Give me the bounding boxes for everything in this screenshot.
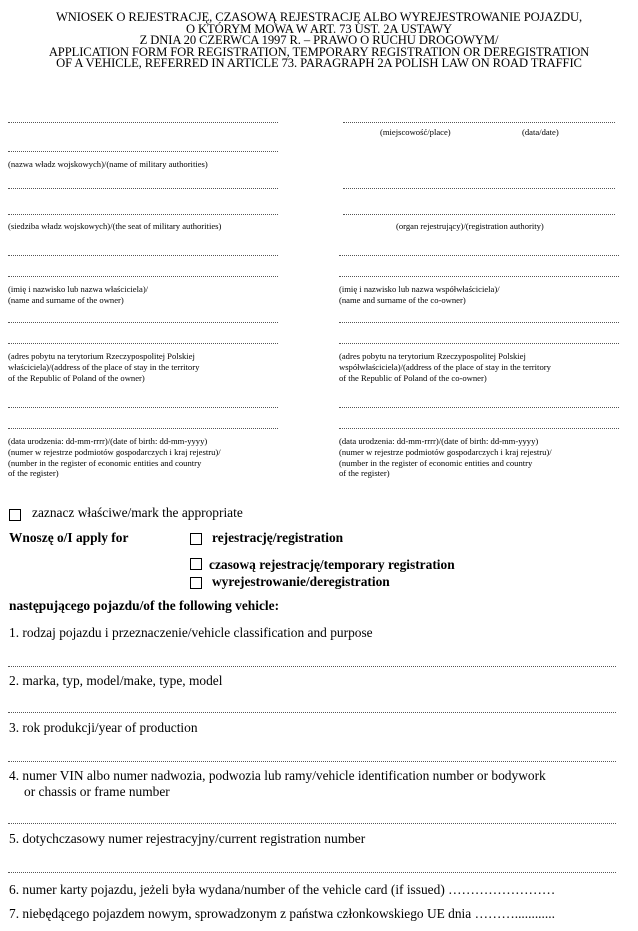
caption-line: of the Republic of Poland of the co-owner) [339,372,487,383]
owner-address-field[interactable] [8,322,278,323]
title-line: WNIOSEK O REJESTRACJĘ, CZASOWĄ REJESTRACJĘ ALBO WYREJESTROWANIE POJAZDU, [55,10,583,24]
place-label: (miejscowość/place) [380,127,451,137]
military-authorities-field[interactable] [8,122,278,123]
owner-address-field[interactable] [8,343,278,344]
coowner-address-field[interactable] [339,343,619,344]
item-import-date: 7. niebędącego pojazdem nowym, sprowadzonym z państwa członkowskiego UE dnia ………............ [9,906,555,921]
registration-authority-label: (organ rejestrujący)/(registration authority) [396,221,544,231]
military-authorities-field[interactable] [8,151,278,152]
item-make-type-model: 2. marka, typ, model/make, type, model [9,673,223,688]
coowner-birth-field[interactable] [339,407,619,408]
title-line: OF A VEHICLE, REFERRED IN ARTICLE 73. PARAGRAPH 2A POLISH LAW ON ROAD TRAFFIC [56,56,582,71]
military-seat-label: (siedziba władz wojskowych)/(the seat of military authorities) [8,221,222,231]
caption-line: (name and surname of the co-owner) [339,294,466,305]
owner-birth-field[interactable] [8,428,278,429]
caption-line: of the register) [339,468,390,479]
item-current-registration-number: 5. dotychczasowy numer rejestracyjny/current registration number [9,831,366,846]
year-of-production-field[interactable] [8,761,616,762]
caption-line: (adres pobytu na terytorium Rzeczypospolitej Polskiej [339,351,526,361]
title-line: APPLICATION FORM FOR REGISTRATION, TEMPORARY REGISTRATION OR DEREGISTRATION [48,44,590,59]
deregistration-option-label[interactable]: wyrejestrowanie/deregistration [212,574,390,589]
owner-birth-label [8,436,221,479]
vin-field[interactable] [8,823,616,824]
caption-line: of the Republic of Poland of the owner) [8,372,145,383]
vehicle-heading: następującego pojazdu/of the following vehicle: [9,598,280,613]
registration-authority-field[interactable] [343,214,615,215]
title-line: O KTÓRYM MOWA W ART. 73 UST. 2A USTAWY [185,21,453,36]
coowner-address-field[interactable] [339,322,619,323]
place-date-field[interactable] [343,122,615,123]
registration-option-label[interactable]: rejestrację/registration [212,530,344,545]
caption-line: (number in the register of economic entities and country [8,457,202,468]
registration-authority-field[interactable] [343,188,615,189]
caption-line: of the register) [8,468,59,479]
coowner-birth-label [339,436,552,479]
caption-line: (numer w rejestrze podmiotów gospodarczych i kraj rejestru)/ [8,446,221,457]
caption-line: (number in the register of economic entities and country [339,457,533,468]
military-seat-field[interactable] [8,188,278,189]
military-seat-field[interactable] [8,214,278,215]
caption-line: (name and surname of the owner) [8,294,124,305]
item-vehicle-card-number: 6. numer karty pojazdu, jeżeli była wydana/number of the vehicle card (if issued) …………………… [9,882,556,897]
item-vehicle-classification: 1. rodzaj pojazdu i przeznaczenie/vehicle classification and purpose [9,625,373,640]
owner-name-label [8,284,148,306]
coowner-address-label [339,351,551,383]
caption-line: (imię i nazwisko lub nazwa właściciela)/ [8,284,149,294]
legend-checkbox [9,509,21,521]
caption-line: (data urodzenia: dd-mm-rrrr)/(date of birth: dd-mm-yyyy) [8,436,208,446]
temporary-registration-option-label[interactable]: czasową rejestrację/temporary registration [209,557,455,572]
coowner-birth-field[interactable] [339,428,619,429]
caption-line: współwłaściciela)/(address of the place of stay in the territory [339,361,551,372]
make-type-model-field[interactable] [8,712,616,713]
deregistration-checkbox[interactable] [190,577,202,589]
item-vin: 4. numer VIN albo numer nadwozia, podwozia lub ramy/vehicle identification number or bodywork [9,768,546,783]
caption-line: (numer w rejestrze podmiotów gospodarczych i kraj rejestru)/ [339,446,552,457]
title-line: Z DNIA 20 CZERWCA 1997 R. – PRAWO O RUCHU DROGOWYM/ [139,33,499,48]
owner-birth-field[interactable] [8,407,278,408]
caption-line: właściciela)/(address of the place of stay in the territory [8,361,200,372]
current-registration-number-field[interactable] [8,872,616,873]
caption-line: (imię i nazwisko lub nazwa współwłaściciela)/ [339,284,500,294]
vehicle-classification-field[interactable] [8,666,616,667]
coowner-name-field[interactable] [339,255,619,256]
owner-name-field[interactable] [8,276,278,277]
item-vin-continued: or chassis or frame number [24,784,170,799]
mark-appropriate-label: zaznacz właściwe/mark the appropriate [32,505,243,520]
military-authorities-label: (nazwa władz wojskowych)/(name of military authorities) [8,159,208,169]
registration-checkbox[interactable] [190,533,202,545]
coowner-name-label [339,284,500,306]
apply-for-label: Wnoszę o/I apply for [9,530,129,545]
owner-address-label [8,351,199,383]
temporary-registration-checkbox[interactable] [190,558,202,570]
form-title [0,12,638,70]
coowner-name-field[interactable] [339,276,619,277]
owner-name-field[interactable] [8,255,278,256]
caption-line: (adres pobytu na terytorium Rzeczypospolitej Polskiej [8,351,195,361]
date-label: (data/date) [522,127,559,137]
caption-line: (data urodzenia: dd-mm-rrrr)/(date of birth: dd-mm-yyyy) [339,436,539,446]
item-year-of-production: 3. rok produkcji/year of production [9,720,198,735]
